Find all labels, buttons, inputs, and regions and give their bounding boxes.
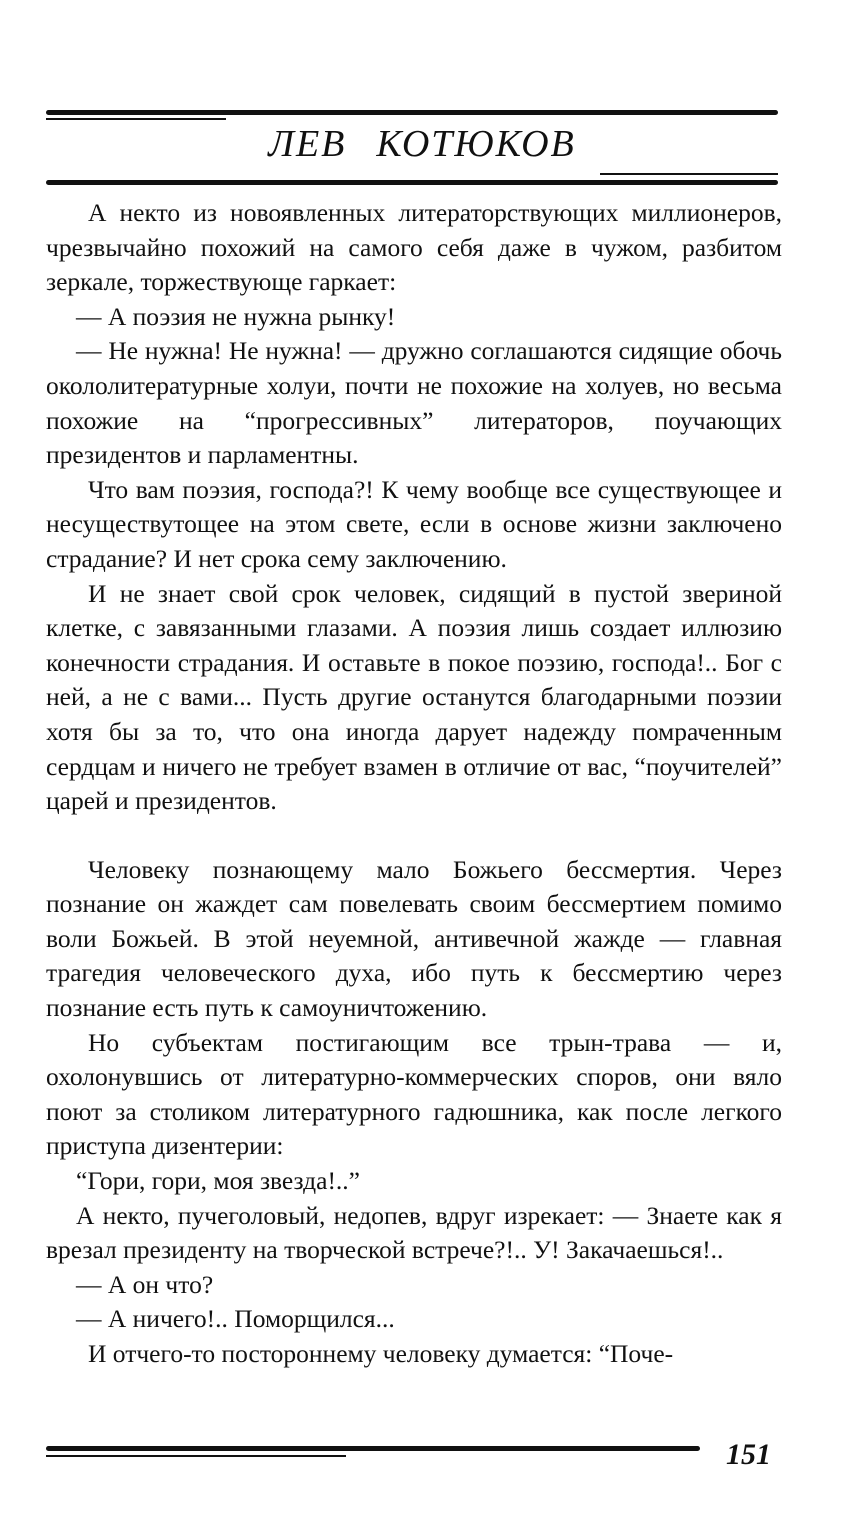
page-number: 151: [726, 1438, 771, 1471]
header-rule-bottom-thin: [600, 173, 778, 175]
paragraph: Человеку познающему мало Божьего бессмертия. Через познание он жаждет сам повелевать своим бессмертием помимо воли Божьей. В этой неуемной, антивечной жажде — главная трагедия человеческого духа, ибо путь к бессмертию через познание есть путь к самоуничтожению.: [46, 854, 782, 1023]
paragraph: Что вам поэзия, господа?! К чему вообще все существующее и несуществутощее на этом свете, если в основе жизни заключено страдание? И нет срока сему заключению.: [46, 474, 782, 573]
paragraph: “Гори, гори, моя звезда!..”: [76, 1166, 360, 1196]
paragraph: И отчего-то постороннему человеку думается: “Поче-: [88, 1339, 674, 1368]
paragraph: — А он что?: [76, 1269, 214, 1299]
paragraph: — А ничего!.. Поморщился...: [76, 1304, 395, 1334]
header-rule-top-thin: [46, 118, 226, 120]
paragraph: А некто, пучеголовый, недопев, вдруг изрекает: — Знаете как я врезал президенту на творческой встрече?!.. У! Закачаешься!..: [46, 1200, 782, 1265]
footer-rule: [46, 1446, 700, 1451]
author-first-name: ЛЕВ: [268, 123, 347, 165]
header-rule-bottom: [46, 180, 778, 185]
paragraph: А некто из новоявленных литераторствующих миллионеров, чрезвычайно похожий на самого себя даже в чужом, разбитом зеркале, торжествующе гаркает:: [46, 198, 782, 297]
page-header-author: [0, 122, 844, 166]
footer-rule-thin: [46, 1455, 346, 1457]
paragraph: Но субъектам постигающим все трын-трава — и, охолонувшись от литературно-коммерческих споров, они вяло поют за столиком литературного гадюшника, как после легкого приступа дизентерии:: [46, 1027, 782, 1161]
author-last-name: КОТЮКОВ: [376, 123, 576, 165]
paragraph: И не знает свой срок человек, сидящий в пустой звериной клетке, с завязанными глазами. А поэзия лишь создает иллюзию конечности страдания. И оставьте в покое поэзию, господа!.. Бог с ней, а не с вами... Пусть другие останутся благодарными поэзии хотя бы за то, что она иногда дарует надежду помраченным сердцам и ничего не требует взамен в отличие от вас, “поучителей” царей и президентов.: [46, 578, 782, 816]
body-text: [46, 196, 782, 1372]
header-rule-top: [46, 110, 778, 115]
paragraph: — А поэзия не нужна рынку!: [76, 301, 396, 331]
paragraph: — Не нужна! Не нужна! — дружно соглашаются сидящие обочь окололитературные холуи, почти не похожие на холуев, но весьма похожие на “прогрессивных” литераторов, поучающих президентов и парламентны.: [46, 336, 782, 470]
